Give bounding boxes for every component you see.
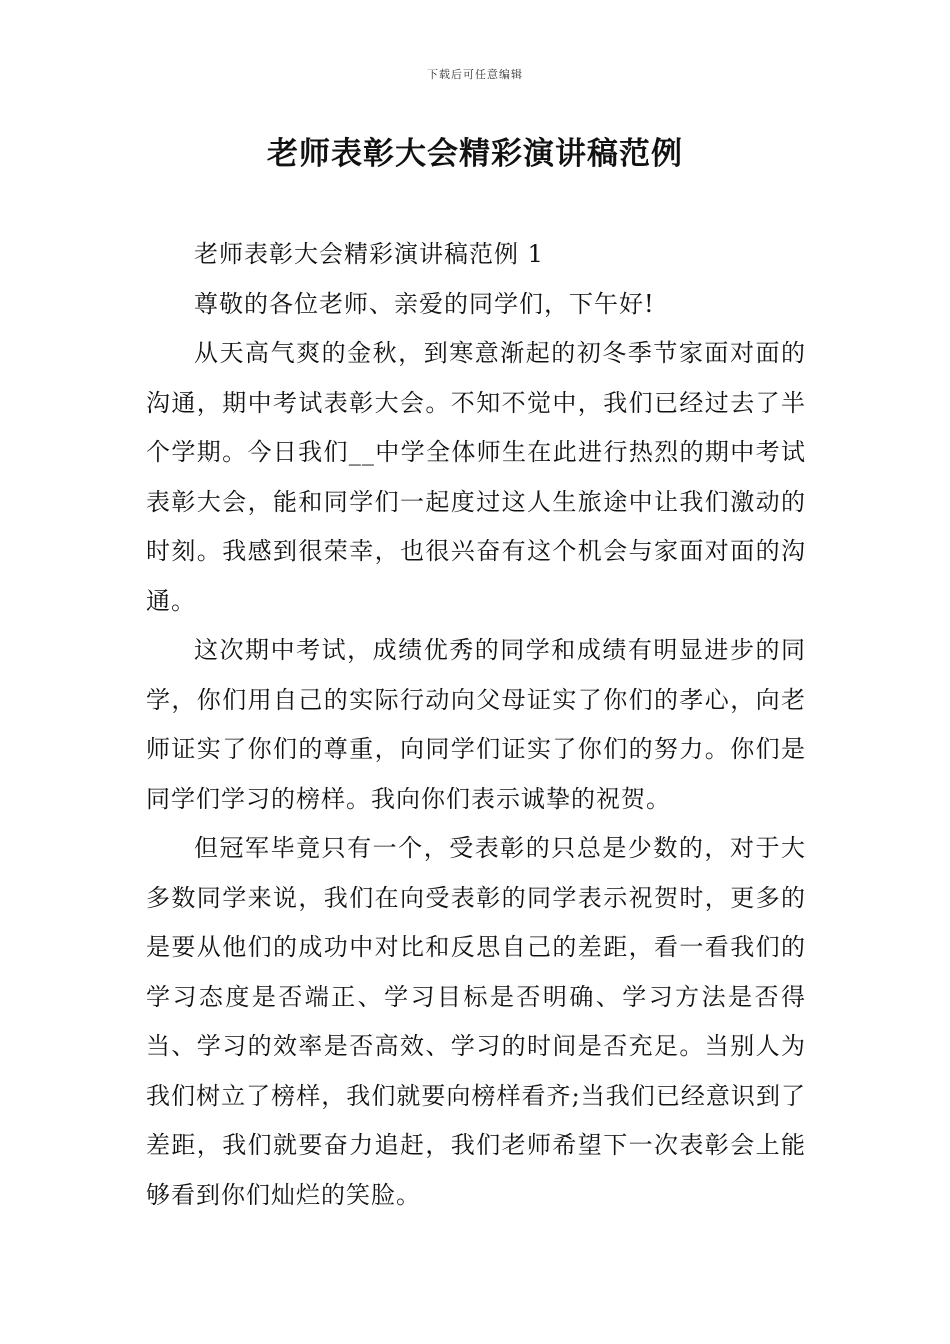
document-title: 老师表彰大会精彩演讲稿范例 — [267, 136, 683, 172]
document-body — [146, 230, 806, 1220]
paragraph: 这次期中考试，成绩优秀的同学和成绩有明显进步的同学，你们用自己的实际行动向父母证实了你们的孝心，向老师证实了你们的尊重，向同学们证实了你们的努力。你们是同学们学习的榜样。我向你们表示诚挚的祝贺。 — [146, 636, 806, 813]
paragraph: 从天高气爽的金秋，到寒意渐起的初冬季节家面对面的沟通，期中考试表彰大会。不知不觉中，我们已经过去了半个学期。今日我们__中学全体师生在此进行热烈的期中考试表彰大会，能和同学们一起度过这人生旅途中让我们激动的时刻。我感到很荣幸，也很兴奋有这个机会与家面对面的沟通。 — [146, 339, 806, 615]
paragraph: 但冠军毕竟只有一个，受表彰的只总是少数的，对于大多数同学来说，我们在向受表彰的同学表示祝贺时，更多的是要从他们的成功中对比和反思自己的差距，看一看我们的学习态度是否端正、学习目标是否明确、学习方法是否得当、学习的效率是否高效、学习的时间是否充足。当别人为我们树立了榜样，我们就要向榜样看齐;当我们已经意识到了差距，我们就要奋力追赶，我们老师希望下一次表彰会上能够看到你们灿烂的笑脸。 — [146, 834, 806, 1209]
paragraph-greeting: 尊敬的各位老师、亲爱的同学们，下午好! — [194, 289, 655, 318]
header-note: 下载后可任意编辑 — [427, 68, 523, 81]
section-subtitle: 老师表彰大会精彩演讲稿范例 1 — [194, 240, 544, 268]
